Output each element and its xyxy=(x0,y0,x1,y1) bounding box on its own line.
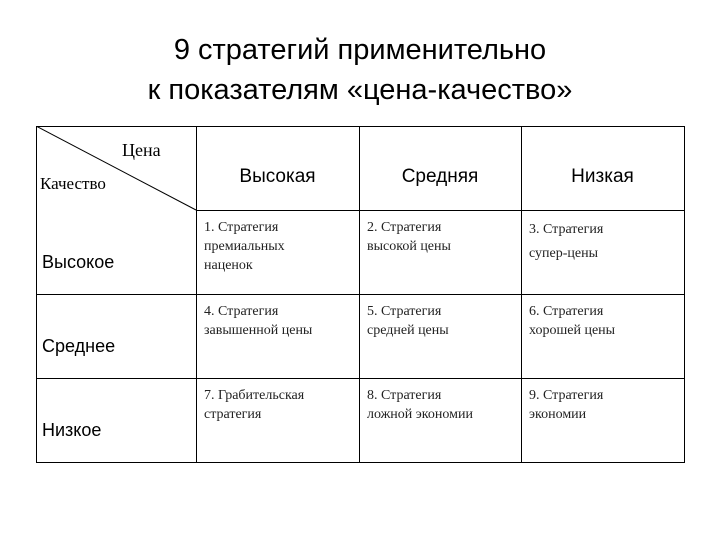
strategy-cell-3: 3. Стратегия супер-цены xyxy=(529,222,604,261)
strategy-cell-7: 7. Грабительская стратегия xyxy=(204,388,305,422)
table-row-divider-2 xyxy=(36,378,685,379)
row-header-medium-quality: Среднее xyxy=(42,336,116,356)
strategy-cell-9: 9. Стратегия экономии xyxy=(529,388,604,422)
row-header-high-quality: Высокое xyxy=(42,252,115,272)
row-header-low-quality: Низкое xyxy=(42,420,102,440)
corner-price-label: Цена xyxy=(122,140,161,160)
corner-quality-label: Качество xyxy=(40,174,106,193)
table-row-divider-1 xyxy=(36,294,685,295)
column-header-high-price: Высокая xyxy=(239,166,316,187)
corner-diagonal-line xyxy=(36,126,197,211)
table-border-right xyxy=(684,126,685,463)
strategy-cell-1: 1. Стратегия премиальных наценок xyxy=(204,220,285,273)
strategy-cell-6: 6. Стратегия хорошей цены xyxy=(529,304,616,338)
table-header-divider xyxy=(196,210,685,211)
strategy-cell-5: 5. Стратегия средней цены xyxy=(367,304,449,338)
table-border-bottom xyxy=(36,462,685,463)
strategy-cell-8: 8. Стратегия ложной экономии xyxy=(367,388,473,422)
slide-title-line-2: к показателям «цена-качество» xyxy=(147,74,573,106)
column-header-low-price: Низкая xyxy=(571,166,634,187)
strategy-cell-2: 2. Стратегия высокой цены xyxy=(367,220,451,254)
slide-title-line-1: 9 стратегий применительно xyxy=(173,34,547,66)
strategy-cell-4: 4. Стратегия завышенной цены xyxy=(204,304,313,338)
column-header-medium-price: Средняя xyxy=(401,166,479,187)
